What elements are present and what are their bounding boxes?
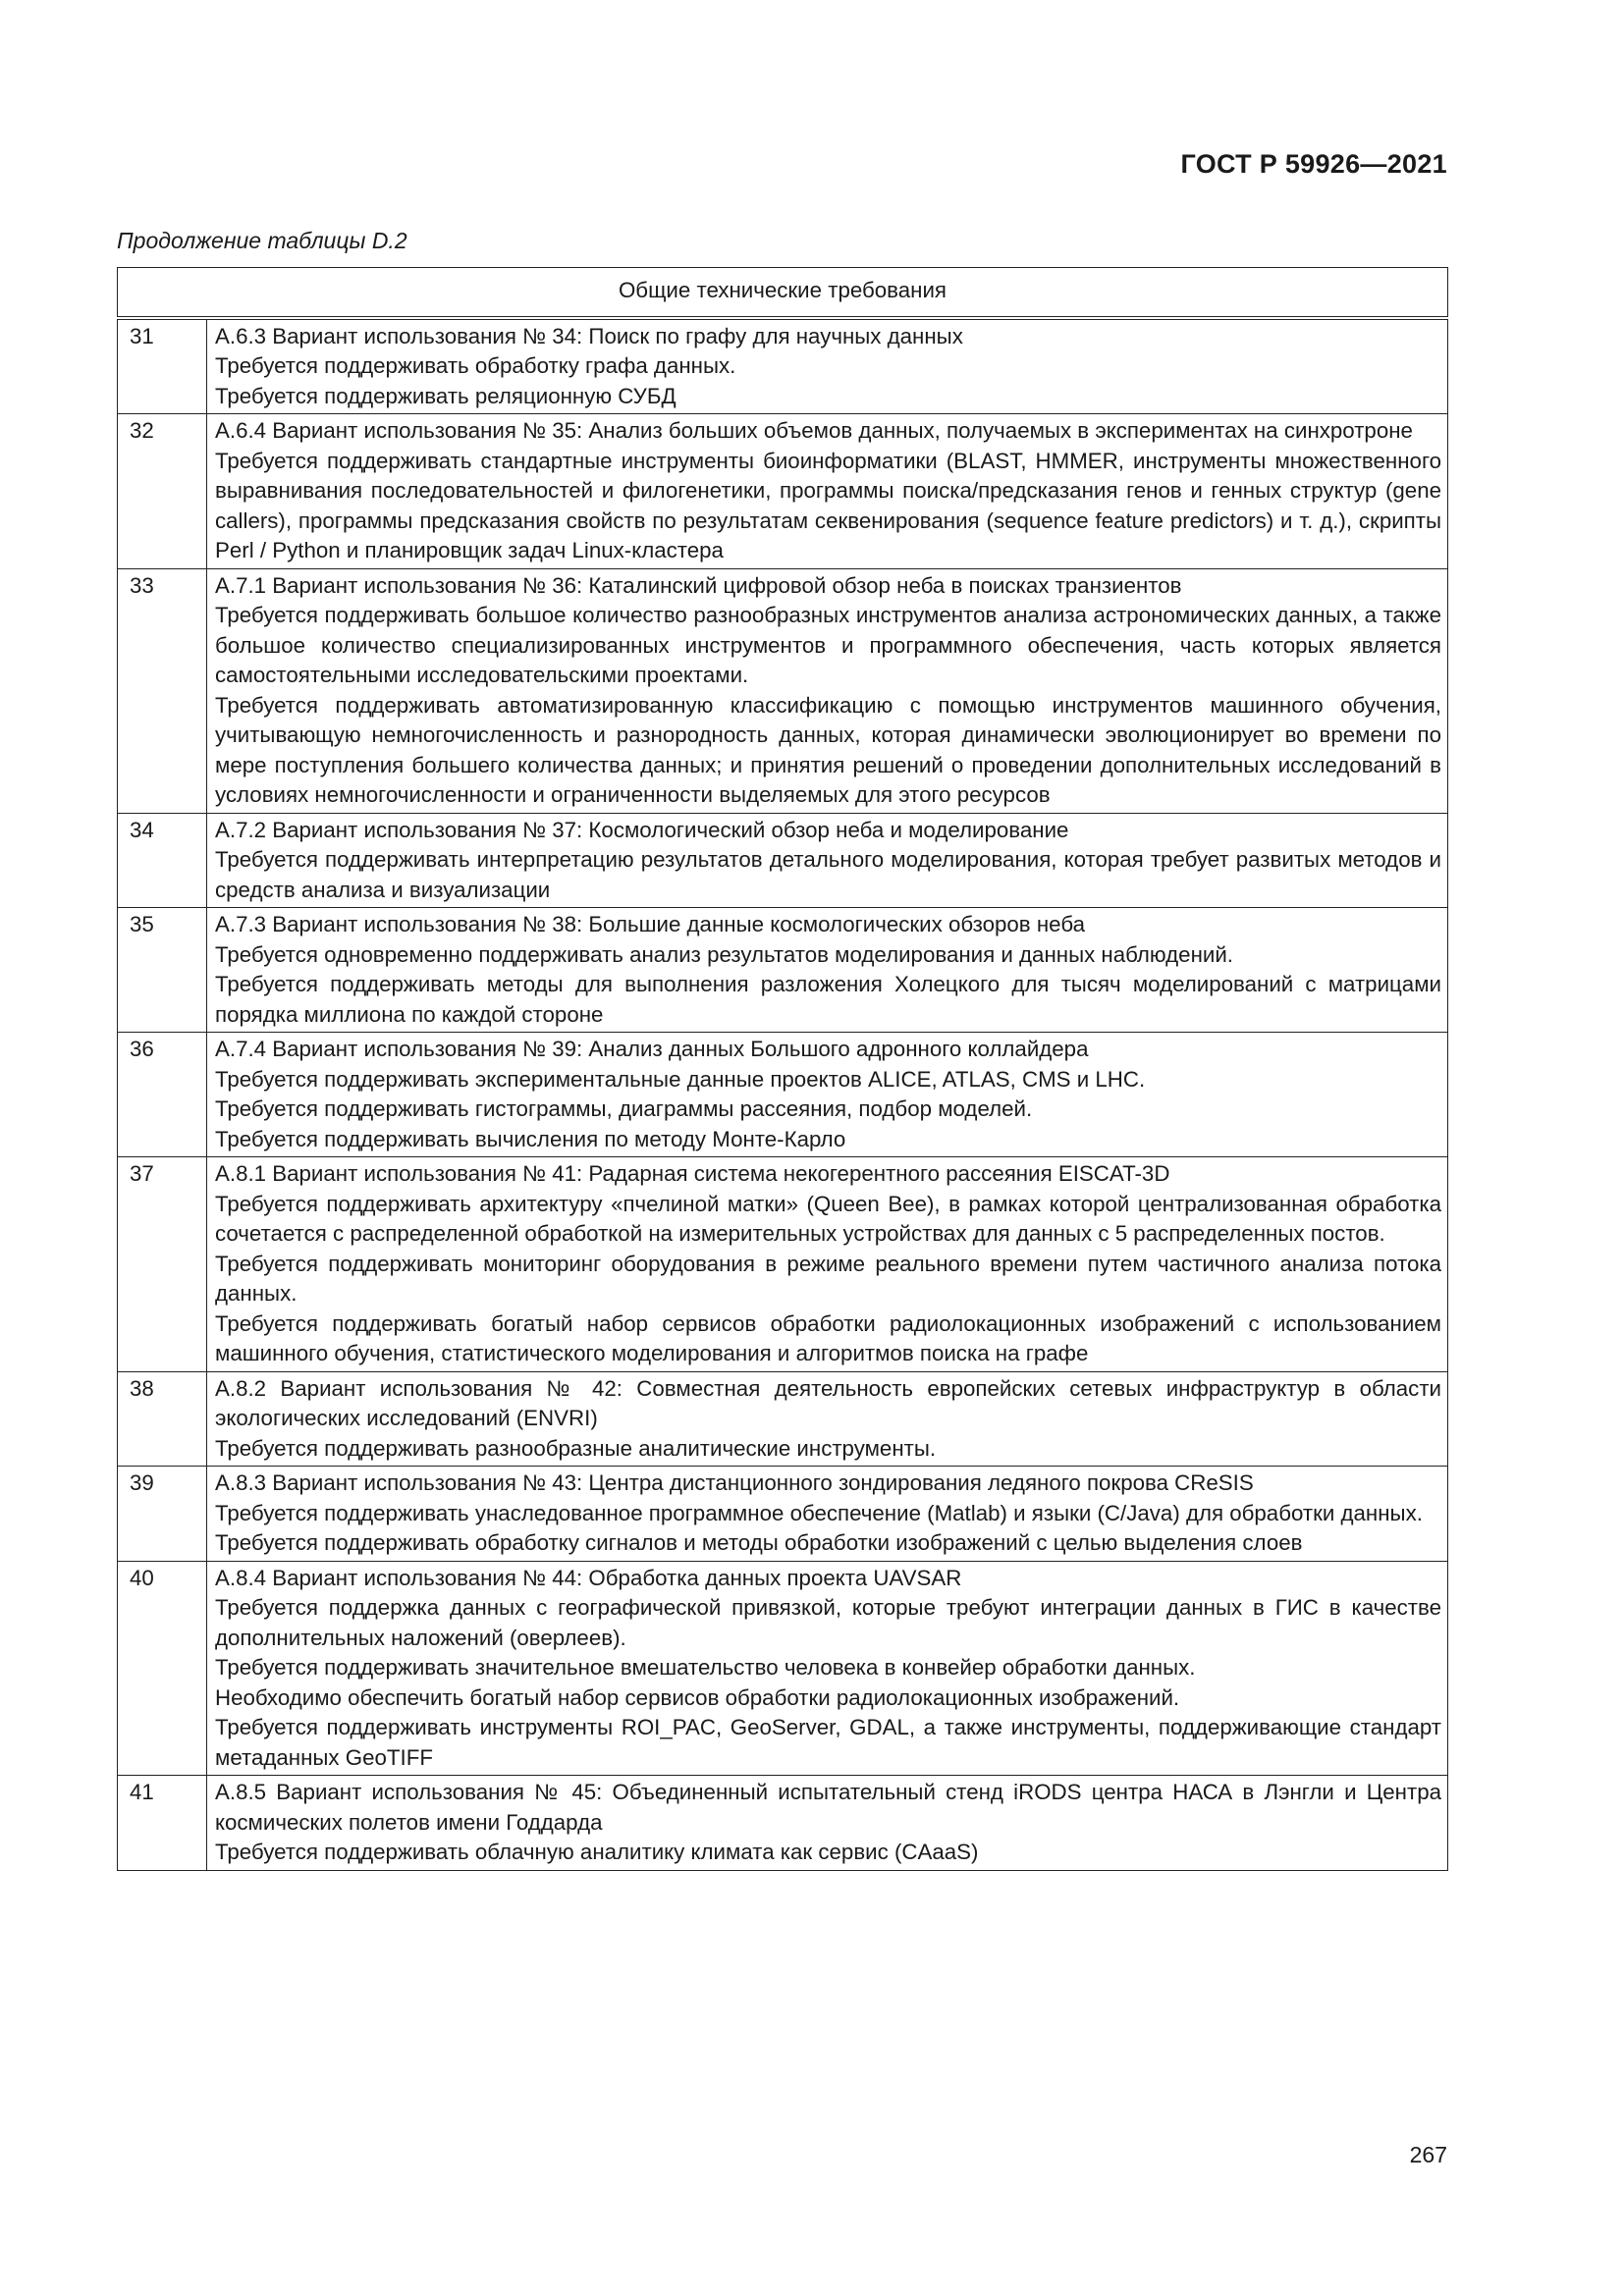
requirement-text: Требуется поддерживать значительное вмешательство человека в конвейер обработки данных. — [215, 1655, 1196, 1680]
requirement-text: Требуется поддерживать облачную аналитику климата как сервис (CAaaS) — [215, 1840, 979, 1864]
table-row — [118, 1371, 1448, 1467]
row-text — [207, 1776, 1448, 1871]
requirement-text: Требуется поддерживать большое количество разнообразных инструментов анализа астрономических данных, а также большое количество специализированных инструментов и программного обеспечения, часть которых является самостоятельными исследовательскими проектами. — [215, 603, 1441, 687]
table-header-row — [118, 268, 1448, 318]
table-body — [118, 318, 1448, 1871]
requirement-text: Требуется поддерживать методы для выполнения разложения Холецкого для тысяч моделирований с матрицами порядка миллиона по каждой стороне — [215, 972, 1441, 1027]
requirement-text: Требуется поддерживать интерпретацию результатов детального моделирования, которая требует развитых методов и средств анализа и визуализации — [215, 847, 1441, 902]
document-code: ГОСТ Р 59926—2021 — [1180, 149, 1447, 179]
row-number: 40 — [118, 1561, 207, 1776]
requirement-text: Требуется поддерживать вычисления по методу Монте-Карло — [215, 1126, 846, 1151]
use-case-title: А.8.3 Вариант использования № 43: Центра дистанционного зондирования ледяного покрова CReSIS — [215, 1470, 1254, 1495]
use-case-title: А.7.3 Вариант использования № 38: Большие данные космологических обзоров неба — [215, 912, 1085, 936]
requirement-text: Требуется поддерживать архитектуру «пчелиной матки» (Queen Bee), в рамках которой централизованная обработка сочетается с распределенной обработкой на измерительных устройствах для данных с 5 распределенных постов. — [215, 1191, 1441, 1246]
table-row — [118, 414, 1448, 569]
table-row — [118, 908, 1448, 1033]
row-text — [207, 908, 1448, 1033]
use-case-title: А.8.5 Вариант использования № 45: Объединенный испытательный стенд iRODS центра НАСА в Лэнгли и Центра космических полетов имени Годдарда — [215, 1780, 1441, 1835]
row-number: 37 — [118, 1157, 207, 1372]
table-row — [118, 1033, 1448, 1157]
row-number: 39 — [118, 1467, 207, 1562]
use-case-title: А.8.4 Вариант использования № 44: Обработка данных проекта UAVSAR — [215, 1565, 962, 1590]
use-case-title: А.7.2 Вариант использования № 37: Космологический обзор неба и моделирование — [215, 817, 1069, 842]
requirement-text: Требуется поддерживать разнообразные аналитические инструменты. — [215, 1435, 937, 1461]
table-row — [118, 813, 1448, 908]
row-number: 36 — [118, 1033, 207, 1157]
table-row — [118, 1157, 1448, 1372]
use-case-title: А.6.4 Вариант использования № 35: Анализ больших объемов данных, получаемых в экспериментах на синхротроне — [215, 418, 1413, 443]
row-number: 41 — [118, 1776, 207, 1871]
row-text — [207, 1561, 1448, 1776]
row-number: 35 — [118, 908, 207, 1033]
row-text — [207, 318, 1448, 414]
row-text — [207, 568, 1448, 813]
requirement-text: Требуется поддерживать гистограммы, диаграммы рассеяния, подбор моделей. — [215, 1096, 1033, 1121]
use-case-title: А.8.2 Вариант использования № 42: Совместная деятельность европейских сетевых инфраструктур в области экологических исследований (ENVRI) — [215, 1375, 1441, 1430]
row-text — [207, 414, 1448, 569]
table-row — [118, 1561, 1448, 1776]
row-text — [207, 1157, 1448, 1372]
requirements-table — [117, 267, 1448, 1871]
requirement-text: Требуется одновременно поддерживать анализ результатов моделирования и данных наблюдений. — [215, 941, 1233, 967]
requirement-text: Требуется поддерживать унаследованное программное обеспечение (Matlab) и языки (C/Java) для обработки данных. — [215, 1500, 1423, 1525]
requirement-text: Требуется поддерживать мониторинг оборудования в режиме реального времени путем частичного анализа потока данных. — [215, 1251, 1441, 1306]
table-row — [118, 568, 1448, 813]
row-text — [207, 1467, 1448, 1562]
table-header: Общие технические требования — [118, 268, 1448, 318]
requirement-text: Требуется поддерживать богатый набор сервисов обработки радиолокационных изображений с использованием машинного обучения, статистического моделирования и алгоритмов поиска на графе — [215, 1310, 1441, 1365]
use-case-title: А.7.1 Вариант использования № 36: Каталинский цифровой обзор неба в поисках транзиентов — [215, 572, 1182, 598]
table-row — [118, 1467, 1448, 1562]
requirement-text: Требуется поддержка данных с географической привязкой, которые требуют интеграции данных в ГИС в качестве дополнительных наложений (оверлеев). — [215, 1595, 1441, 1650]
requirement-text: Требуется поддерживать стандартные инструменты биоинформатики (BLAST, HMMER, инструменты множественного выравнивания последовательностей и филогенетики, программы поиска/предсказания генов и генных структур (gene callers), программы предсказания свойств по результатам секвенирования (sequence feature predictors) и т. д.), скрипты Perl / Python и планировщик задач Linux-кластера — [215, 448, 1441, 562]
row-number: 38 — [118, 1371, 207, 1467]
row-number: 32 — [118, 414, 207, 569]
table-row — [118, 1776, 1448, 1871]
requirement-text: Требуется поддерживать экспериментальные данные проектов ALICE, ATLAS, CMS и LHC. — [215, 1066, 1146, 1092]
row-text — [207, 1033, 1448, 1157]
requirement-text: Требуется поддерживать автоматизированную классификацию с помощью инструментов машинного обучения, учитывающую немногочисленность и разнородность данных, которая динамически эволюционирует во времени по мере поступления большего количества данных; и принятия решений о проведении дополнительных исследований в условиях немногочисленности и ограниченности выделяемых для этого ресурсов — [215, 692, 1441, 807]
requirement-text: Необходимо обеспечить богатый набор сервисов обработки радиолокационных изображений. — [215, 1684, 1180, 1710]
row-text — [207, 813, 1448, 908]
use-case-title: А.8.1 Вариант использования № 41: Радарная система некогерентного рассеяния EISCAT-3D — [215, 1161, 1170, 1186]
table-caption: Продолжение таблицы D.2 — [117, 228, 407, 253]
row-number: 33 — [118, 568, 207, 813]
requirement-text: Требуется поддерживать инструменты ROI_PAC, GeoServer, GDAL, а также инструменты, поддерживающие стандарт метаданных GeoTIFF — [215, 1715, 1441, 1770]
table-row — [118, 318, 1448, 414]
row-number: 31 — [118, 318, 207, 414]
requirement-text: Требуется поддерживать обработку сигналов и методы обработки изображений с целью выделения слоев — [215, 1530, 1303, 1555]
row-text — [207, 1371, 1448, 1467]
row-number: 34 — [118, 813, 207, 908]
requirement-text: Требуется поддерживать обработку графа данных. — [215, 353, 736, 378]
page-number: 267 — [1409, 2142, 1447, 2167]
requirement-text: Требуется поддерживать реляционную СУБД — [215, 383, 677, 408]
use-case-title: А.6.3 Вариант использования № 34: Поиск по графу для научных данных — [215, 323, 963, 348]
use-case-title: А.7.4 Вариант использования № 39: Анализ данных Большого адронного коллайдера — [215, 1037, 1089, 1061]
